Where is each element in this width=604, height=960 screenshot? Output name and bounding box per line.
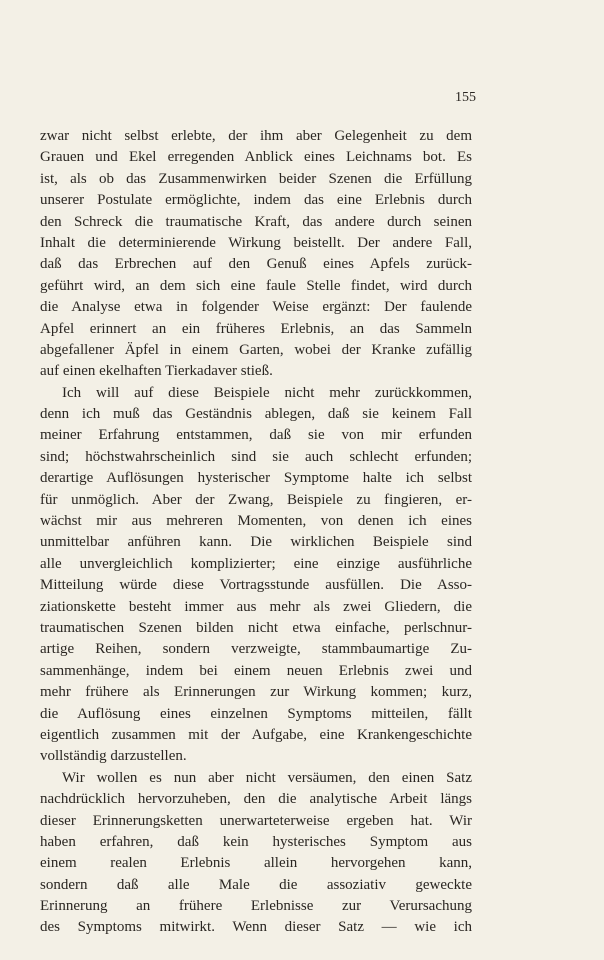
text-line: wächst mir aus mehreren Momenten, von denen ich eines (40, 513, 472, 530)
paragraph-first-line: Ich will auf diese Beispiele nicht mehr zurückkommen, (62, 384, 472, 401)
text-line: des Symptoms mitwirkt. Wenn dieser Satz — wie ich (40, 919, 472, 936)
text-line: zwar nicht selbst erlebte, der ihm aber Gelegenheit zu dem (40, 128, 472, 144)
text-line: sondern daß alle Male die assoziativ geweckte (40, 876, 472, 893)
text-line: nachdrücklich hervorzuheben, den die analytische Arbeit längs (40, 791, 472, 808)
text-line: unserer Postulate ermöglichte, indem das eine Erlebnis durch (40, 192, 472, 209)
text-line: ist, als ob das Zusammenwirken beider Szenen die Erfüllung (40, 170, 472, 187)
text-line: auf einen ekelhaften Tierkadaver stieß. (40, 363, 273, 380)
text-line: einem realen Erlebnis allein hervorgehen kann, (40, 855, 472, 872)
text-line: abgefallener Äpfel in einem Garten, wobei der Kranke zufällig (40, 341, 472, 358)
text-line: für unmöglich. Aber der Zwang, Beispiele zu fingieren, er- (40, 491, 472, 508)
text-line: alle unvergleichlich komplizierter; eine einzige ausführliche (40, 555, 472, 572)
text-line: sind; höchstwahrscheinlich sind sie auch schlecht erfunden; (40, 448, 472, 465)
text-line: Mitteilung würde diese Vortragsstunde ausfüllen. Die Asso- (40, 577, 472, 594)
text-line: dieser Erinnerungsketten unerwarteterweise ergeben hat. Wir (40, 812, 472, 829)
text-line: eigentlich zusammen mit der Aufgabe, eine Krankengeschichte (40, 726, 472, 743)
body-text (40, 126, 472, 939)
page-number: 155 (455, 90, 476, 105)
paragraph-first-line: Wir wollen es nun aber nicht versäumen, den einen Satz (62, 769, 472, 786)
text-line: traumatischen Szenen bilden nicht etwa einfache, perlschnur- (40, 619, 472, 636)
text-line: unmittelbar anführen kann. Die wirklichen Beispiele sind (40, 534, 472, 551)
text-line: Grauen und Ekel erregenden Anblick eines Leichnams bot. Es (40, 149, 472, 166)
text-line: vollständig darzustellen. (40, 748, 187, 765)
text-line: mehr frühere als Erinnerungen zur Wirkung kommen; kurz, (40, 684, 472, 701)
text-line: meiner Erfahrung entstammen, daß sie von mir erfunden (40, 427, 472, 444)
text-line: artige Reihen, sondern verzweigte, stammbaumartige Zu- (40, 641, 472, 658)
text-line: die Auflösung eines einzelnen Symptoms mitteilen, fällt (40, 705, 472, 722)
text-line: die Analyse etwa in folgender Weise ergänzt: Der faulende (40, 299, 472, 316)
text-line: sammenhänge, indem bei einem neuen Erlebnis zwei und (40, 662, 472, 679)
text-line: geführt wird, an dem sich eine faule Stelle findet, wird durch (40, 277, 472, 294)
text-line: daß das Erbrechen auf den Genuß eines Apfels zurück- (40, 256, 472, 273)
text-line: Erinnerung an frühere Erlebnisse zur Verursachung (40, 898, 472, 915)
text-line: den Schreck die traumatische Kraft, das andere durch seinen (40, 213, 472, 230)
text-line: Inhalt die determinierende Wirkung beistellt. Der andere Fall, (40, 234, 472, 251)
text-line: denn ich muß das Geständnis ablegen, daß sie keinem Fall (40, 406, 472, 423)
text-line: ziationskette besteht immer aus mehr als zwei Gliedern, die (40, 598, 472, 615)
text-line: haben erfahren, daß kein hysterisches Symptom aus (40, 833, 472, 850)
text-line: derartige Auflösungen hysterischer Symptome halte ich selbst (40, 470, 472, 487)
text-line: Apfel erinnert an ein früheres Erlebnis, an das Sammeln (40, 320, 472, 337)
